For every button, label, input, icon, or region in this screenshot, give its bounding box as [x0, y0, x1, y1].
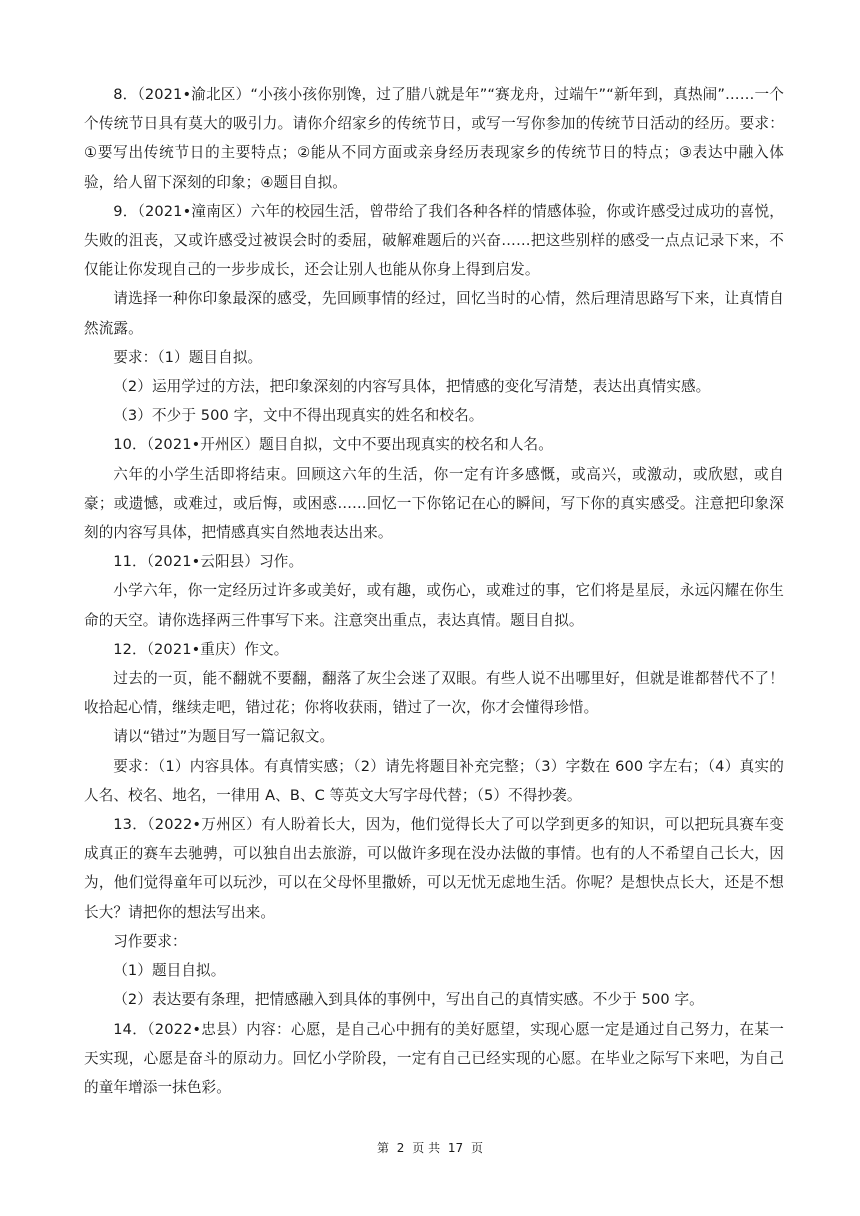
footer-page-number: 2 — [396, 1141, 405, 1155]
question-12-requirements: 要求：（1）内容具体。有真情实感；（2）请先将题目补充完整；（3）字数在 600 字左右；（4）真实的人名、校名、地名，一律用 A、B、C 等英文大写字母代替；（5）不得抄袭。 — [84, 757, 784, 804]
footer-prefix: 第 — [376, 1141, 389, 1155]
question-9: 9．（2021•潼南区）六年的校园生活，曾带给了我们各种各样的情感体验，你或许感受过成功的喜悦，失败的沮丧，又或许感受过被误会时的委屈，破解难题后的兴奋……把这些别样的感受一点点记录下来，不仅能让你发现自己的一步步成长，还会让别人也能从你身上得到启发。 — [84, 202, 784, 279]
page-footer — [0, 1139, 860, 1156]
question-13-requirement-2: （2）表达要有条理，把情感融入到具体的事例中，写出自己的真情实感。不少于 500 字。 — [113, 991, 704, 1009]
question-10: 10．（2021•开州区）题目自拟，文中不要出现真实的校名和人名。 — [113, 436, 553, 454]
question-10-body: 六年的小学生活即将结束。回顾这六年的生活，你一定有许多感慨，或高兴，或激动，或欣慰，或自豪；或遗憾，或难过，或后悔，或困惑……回忆一下你铭记在心的瞬间，写下你的真实感受。注意把印象深刻的内容写具体，把情感真实自然地表达出来。 — [84, 465, 784, 542]
question-13-requirements-heading: 习作要求： — [113, 932, 187, 950]
question-12-body: 过去的一页，能不翻就不要翻，翻落了灰尘会迷了双眼。有些人说不出哪里好，但就是谁都替代不了！收拾起心情，继续走吧，错过花；你将收获雨，错过了一次，你才会懂得珍惜。 — [84, 670, 784, 717]
question-9-instruction: 请选择一种你印象最深的感受，先回顾事情的经过，回忆当时的心情，然后理清思路写下来，让真情自然流露。 — [84, 290, 784, 337]
question-11: 11．（2021•云阳县）习作。 — [113, 553, 304, 571]
question-13: 13．（2022•万州区）有人盼着长大，因为，他们觉得长大了可以学到更多的知识，可以把玩具赛车变成真正的赛车去驰骋，可以独自出去旅游，可以做许多现在没办法做的事情。也有的人不希望自己长大，因为，他们觉得童年可以玩沙，可以在父母怀里撒娇，可以无忧无虑地生活。你呢？是想快点长大，还是不想长大？请把你的想法写出来。 — [84, 816, 784, 921]
question-9-requirement-2: （2）运用学过的方法，把印象深刻的内容写具体，把情感的变化写清楚，表达出真情实感。 — [113, 378, 711, 396]
document-body — [84, 80, 784, 1102]
question-14: 14．（2022•忠县）内容：心愿，是自己心中拥有的美好愿望，实现心愿一定是通过自己努力，在某一天实现，心愿是奋斗的原动力。回忆小学阶段，一定有自己已经实现的心愿。在毕业之际写下来吧，为自己的童年增添一抹色彩。 — [84, 1020, 784, 1096]
question-12-instruction: 请以“错过”为题目写一篇记叙文。 — [113, 728, 335, 746]
footer-mid: 页 共 — [412, 1141, 441, 1155]
question-11-body: 小学六年，你一定经历过许多或美好，或有趣，或伤心，或难过的事，它们将是星辰，永远闪耀在你生命的天空。请你选择两三件事写下来。注意突出重点，表达真情。题目自拟。 — [84, 582, 784, 629]
footer-suffix: 页 — [471, 1141, 484, 1155]
footer-total-pages: 17 — [447, 1141, 464, 1155]
question-12: 12．（2021•重庆）作文。 — [113, 640, 289, 658]
question-13-requirement-1: （1）题目自拟。 — [113, 962, 226, 980]
question-9-requirement-1: 要求：（1）题目自拟。 — [113, 348, 263, 366]
question-8: 8．（2021•渝北区）“小孩小孩你别馋，过了腊八就是年”“赛龙舟，过端午”“新年到，真热闹”……一个个传统节日具有莫大的吸引力。请你介绍家乡的传统节日，或写一写你参加的传统节日活动的经历。要求：①要写出传统节日的主要特点；②能从不同方面或亲身经历表现家乡的传统节日的特点；③表达中融入体验，给人留下深刻的印象；④题目自拟。 — [84, 86, 784, 191]
question-9-requirement-3: （3）不少于 500 字，文中不得出现真实的姓名和校名。 — [113, 407, 484, 425]
